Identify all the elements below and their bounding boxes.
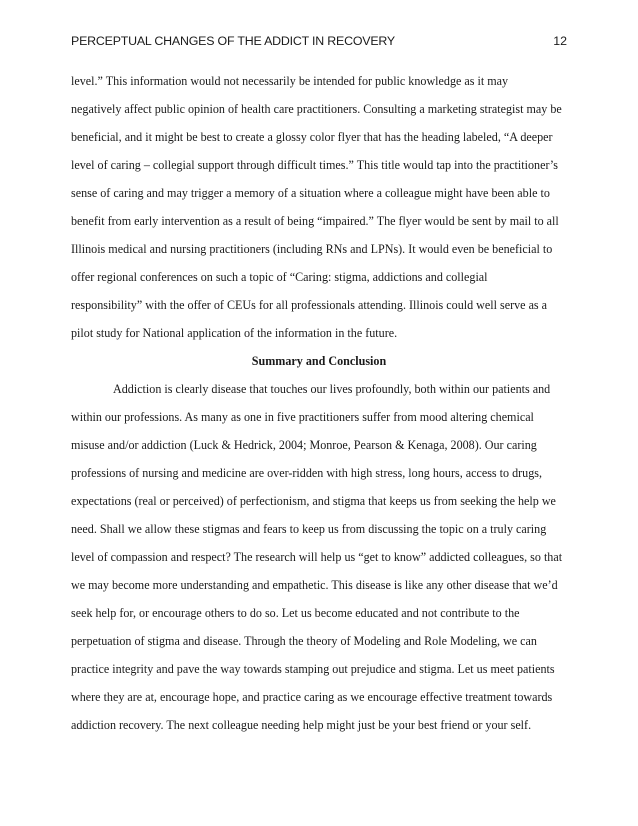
page-number: 12 [553,34,567,48]
paragraph2-line: need. Shall we allow these stigmas and fears to keep us from discussing the topic on a truly caring [71,522,547,536]
paragraph1-line: offer regional conferences on such a topic of “Caring: stigma, addictions and collegial [71,270,488,284]
paragraph1-line: Illinois medical and nursing practitioners (including RNs and LPNs). It would even be beneficial to [71,242,553,256]
section-heading: Summary and Conclusion [251,354,387,368]
paragraph2-line: misuse and/or addiction (Luck & Hedrick, 2004; Monroe, Pearson & Kenaga, 2008). Our caring [71,438,537,452]
paragraph2-line: Addiction is clearly disease that touches our lives profoundly, both within our patients and [113,382,551,396]
running-head: PERCEPTUAL CHANGES OF THE ADDICT IN RECOVERY [71,34,395,48]
paragraph2-line: within our professions. As many as one in five practitioners suffer from mood altering chemical [71,410,534,424]
paragraph2-line: professions of nursing and medicine are over-ridden with high stress, long hours, access to drugs, [71,466,542,480]
paragraph1-line: responsibility” with the offer of CEUs for all professionals attending. Illinois could well serve as a [71,298,548,312]
paragraph1-line: pilot study for National application of the information in the future. [71,326,398,340]
paragraph2-line: seek help for, or encourage others to do so. Let us become educated and not contribute to the [71,606,520,620]
paragraph1-line: level of caring – collegial support through difficult times.” This title would tap into the practitioner’s [71,158,559,172]
paragraph2-line: we may become more understanding and empathetic. This disease is like any other disease that we’d [71,578,558,592]
paragraph1-line: beneficial, and it might be best to create a glossy color flyer that has the heading labeled, “A deeper [71,130,553,144]
paragraph1-line: negatively affect public opinion of health care practitioners. Consulting a marketing strategist may be [71,102,562,116]
paragraph2-line: perpetuation of stigma and disease. Through the theory of Modeling and Role Modeling, we can [71,634,537,648]
paragraph1-line: benefit from early intervention as a result of being “impaired.” The flyer would be sent by mail to all [71,214,559,228]
paragraph2-line: practice integrity and pave the way towards stamping out prejudice and stigma. Let us meet patients [71,662,555,676]
paragraph2-line: expectations (real or perceived) of perfectionism, and stigma that keeps us from seeking the help we [71,494,556,508]
paragraph1-line: sense of caring and may trigger a memory of a situation where a colleague might have been able to [71,186,550,200]
paragraph2-line: where they are at, encourage hope, and practice caring as we encourage effective treatment towards [71,690,553,704]
paragraph2-line: addiction recovery. The next colleague needing help might just be your best friend or your self. [71,718,532,732]
paragraph2-line: level of compassion and respect? The research will help us “get to know” addicted colleagues, so that [71,550,563,564]
paragraph1-line: level.” This information would not necessarily be intended for public knowledge as it may [71,74,509,88]
